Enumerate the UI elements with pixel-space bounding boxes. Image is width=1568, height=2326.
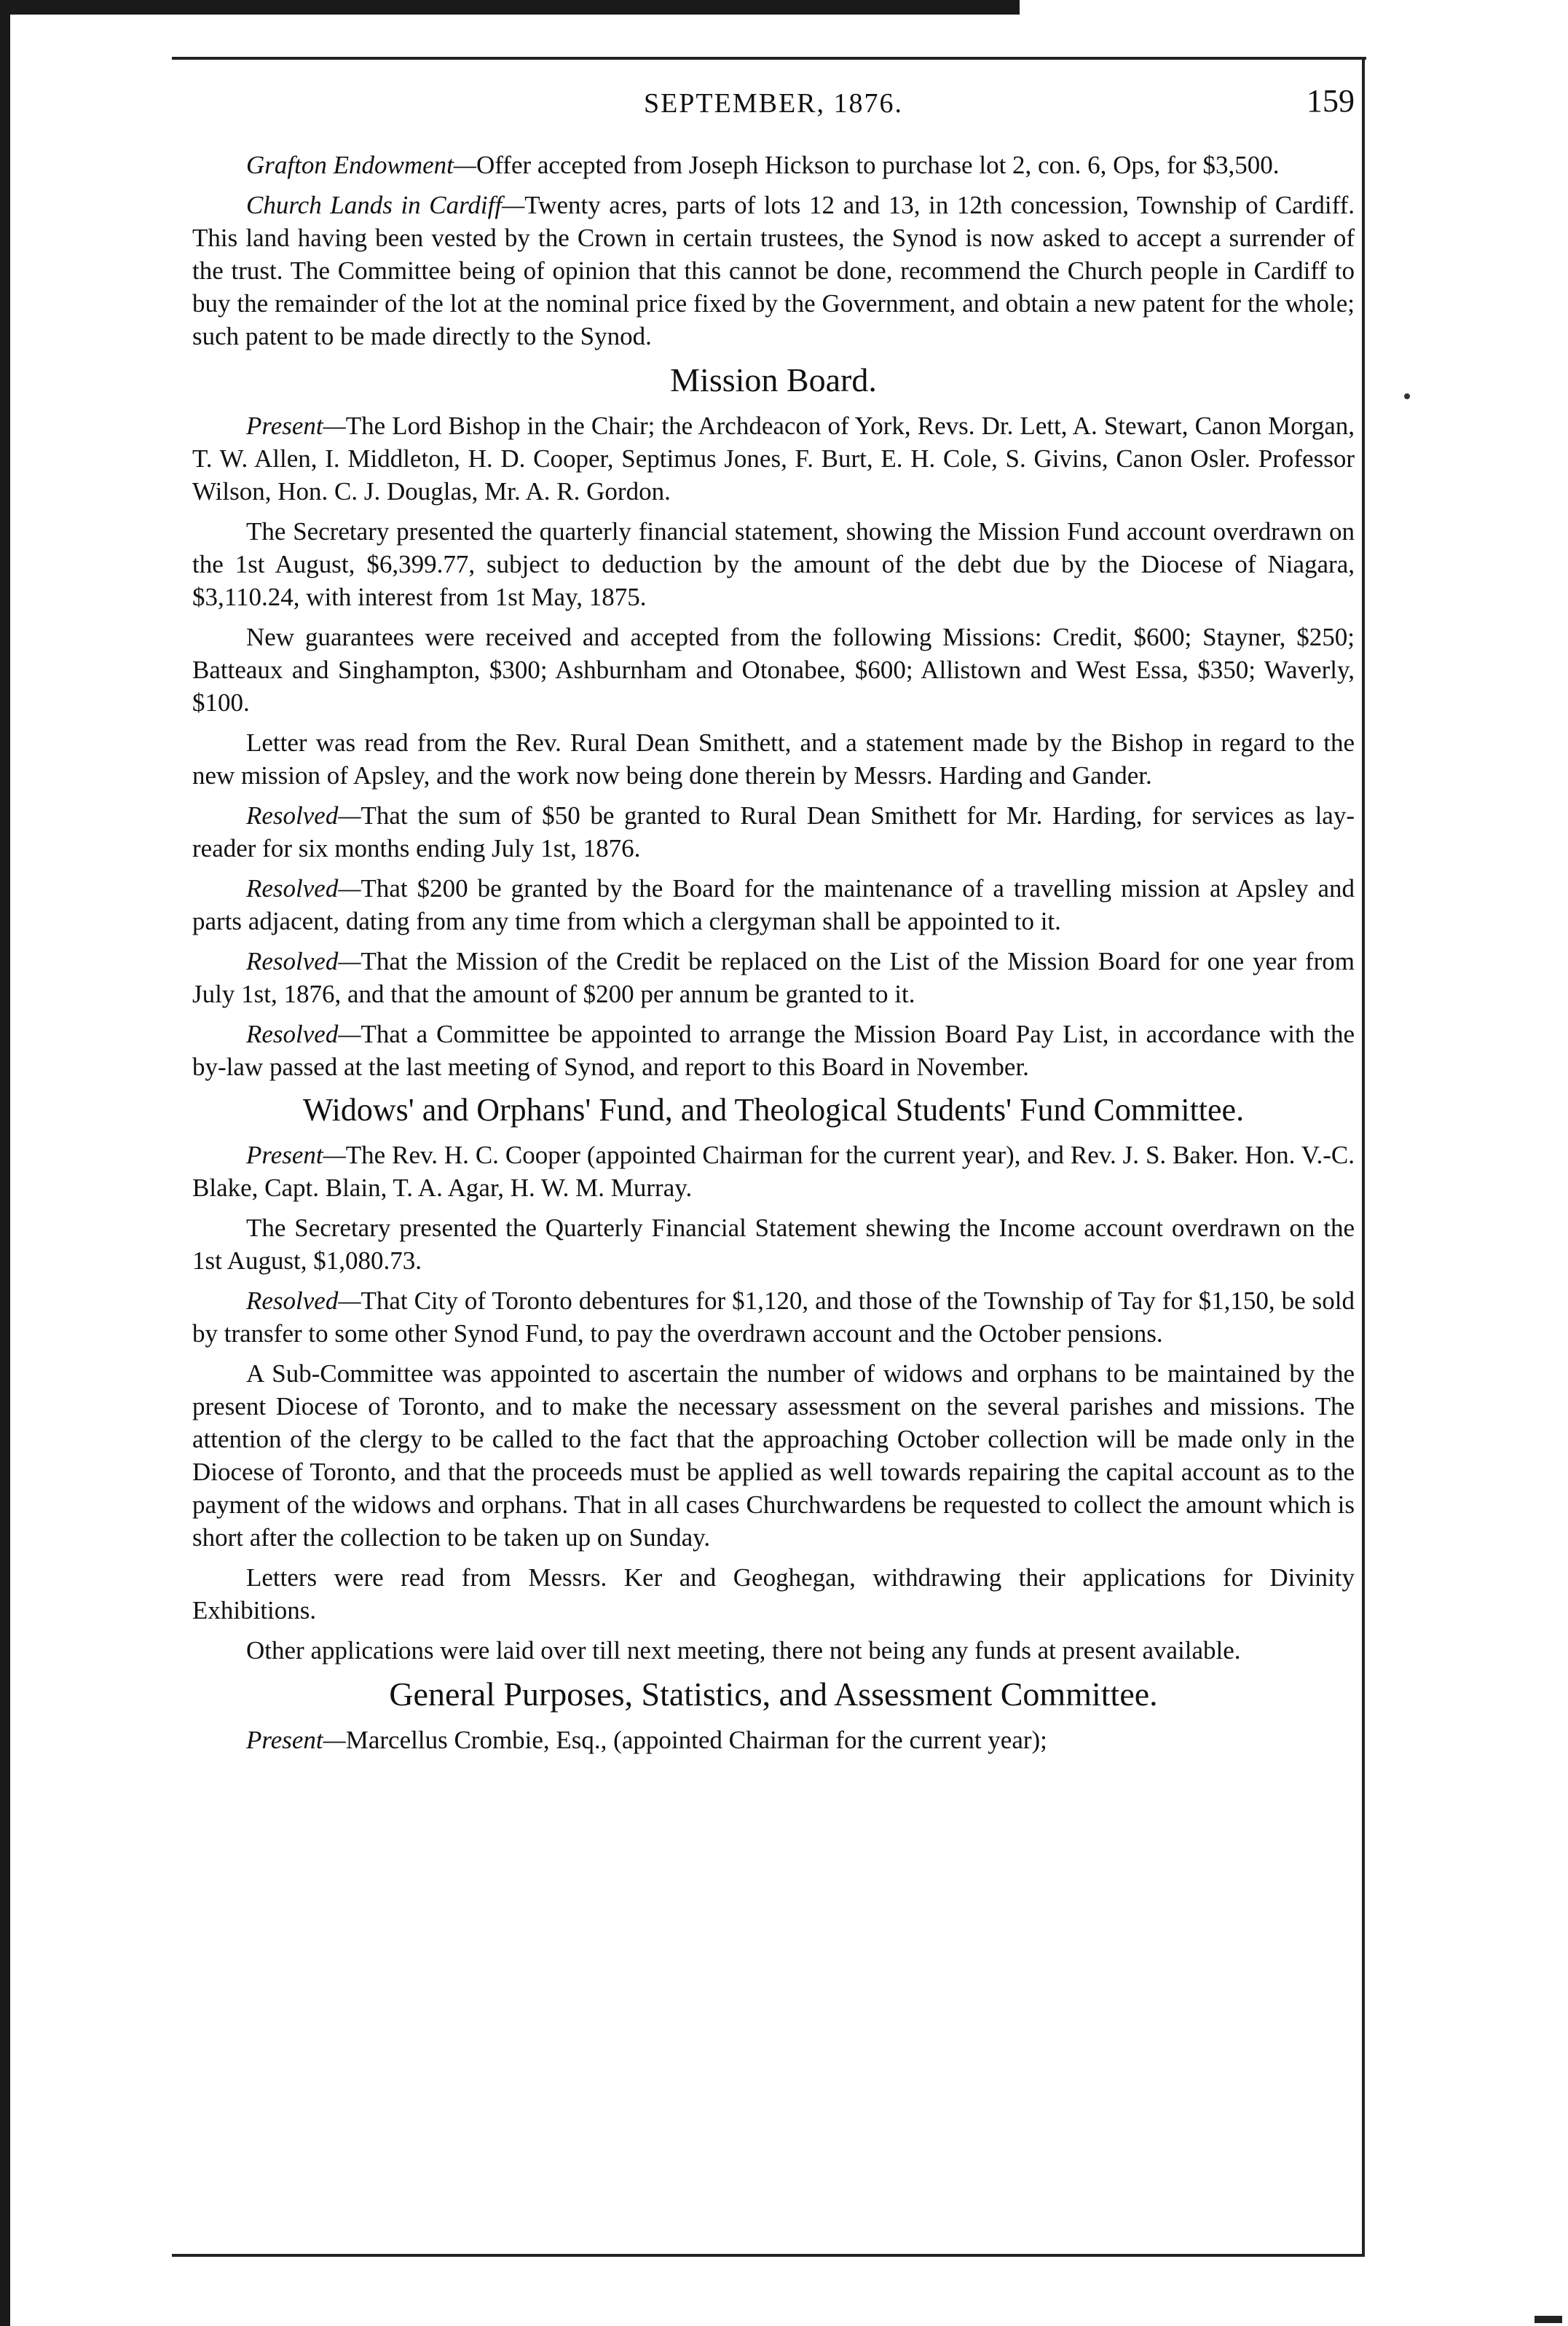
- paragraph: [192, 726, 1355, 792]
- paragraph-text: Marcellus Crombie, Esq., (appointed Chairman for the current year);: [345, 1726, 1047, 1754]
- paragraph: [192, 515, 1355, 613]
- document-page: [192, 83, 1355, 1764]
- paragraph-lead: Resolved—: [246, 1286, 361, 1315]
- paragraph-text: That a Committee be appointed to arrange the Mission Board Pay List, in accordance with the by-law passed at the last meeting of Synod, and report to this Board in November.: [192, 1020, 1355, 1081]
- scan-speck: [1404, 393, 1410, 399]
- paragraph-lead: Resolved—: [246, 874, 361, 903]
- section-mission-board: [192, 360, 1355, 1083]
- paragraph: [192, 621, 1355, 719]
- section-heading: Mission Board.: [670, 361, 877, 398]
- section-heading: Widows' and Orphans' Fund, and Theological Students' Fund Committee.: [302, 1092, 1245, 1128]
- paragraph-lead: Grafton Endowment—: [246, 151, 476, 179]
- section-property: [192, 149, 1355, 353]
- paragraph: [192, 1634, 1355, 1667]
- scan-edge-left: [0, 0, 10, 2326]
- paragraph: [192, 1211, 1355, 1277]
- paragraph-lead: Church Lands in Cardiff—: [246, 191, 525, 219]
- paragraph-text: That the sum of $50 be granted to Rural Dean Smithett for Mr. Harding, for services as lay-reader for six months ending July 1st, 1876.: [192, 801, 1355, 863]
- paragraph-text: That the Mission of the Credit be replaced on the List of the Mission Board for one year from July 1st, 1876, and that the amount of $200 per annum be granted to it.: [192, 947, 1355, 1008]
- paragraph-text: That $200 be granted by the Board for the maintenance of a travelling mission at Apsley and parts adjacent, dating from any time from which a clergyman shall be appointed to it.: [192, 874, 1355, 935]
- page-number: 159: [1307, 83, 1355, 119]
- paragraph-text: Other applications were laid over till next meeting, there not being any funds at present available.: [246, 1636, 1241, 1665]
- paragraph-text: Twenty acres, parts of lots 12 and 13, in 12th concession, Township of Cardiff. This land having been vested by the Crown in certain trustees, the Synod is now asked to accept a surrender of the trust. The Committee being of opinion that this cannot be done, recommend the Church people in Cardiff to buy the remainder of the lot at the nominal price fixed by the Government, and obtain a new patent for the whole; such patent to be made directly to the Synod.: [192, 191, 1355, 350]
- page-border-top: [172, 57, 1366, 60]
- paragraph-text: A Sub-Committee was appointed to ascertain the number of widows and orphans to be maintained by the present Diocese of Toronto, and to make the necessary assessment on the several parishes and missions. The attention of the clergy to be called to the fact that the approaching October collection will be made only in the Diocese of Toronto, and that the proceeds must be applied as well towards repairing the capital account as to the payment of the widows and orphans. That in all cases Churchwardens be requested to collect the amount which is short after the collection to be taken up on Sunday.: [192, 1359, 1355, 1552]
- section-widows-orphans-fund: [192, 1091, 1355, 1667]
- paragraph-text: The Rev. H. C. Cooper (appointed Chairman for the current year), and Rev. J. S. Baker. Hon. V.-C. Blake, Capt. Blain, T. A. Agar, H. W. M. Murray.: [192, 1141, 1355, 1202]
- paragraph: [192, 149, 1355, 181]
- paragraph-text: Letters were read from Messrs. Ker and Geoghegan, withdrawing their applications for Divinity Exhibitions.: [192, 1563, 1355, 1624]
- paragraph-text: The Secretary presented the quarterly financial statement, showing the Mission Fund account overdrawn on the 1st August, $6,399.77, subject to deduction by the amount of the debt due by the Diocese of Niagara, $3,110.24, with interest from 1st May, 1875.: [192, 517, 1355, 611]
- paragraph-lead: Resolved—: [246, 1020, 361, 1048]
- paragraph: [192, 799, 1355, 865]
- paragraph-lead: Resolved—: [246, 947, 361, 975]
- paragraph: [192, 1561, 1355, 1627]
- paragraph: [192, 872, 1355, 938]
- paragraph: [192, 1139, 1355, 1204]
- paragraph: [192, 409, 1355, 508]
- running-title: SEPTEMBER, 1876.: [643, 88, 904, 119]
- paragraph-lead: Resolved—: [246, 801, 361, 830]
- paragraph: [192, 945, 1355, 1010]
- paragraph: [192, 1018, 1355, 1083]
- paragraph-text: New guarantees were received and accepted from the following Missions: Credit, $600; Stayner, $250; Batteaux and Singhampton, $300; Ashburnham and Otonabee, $600; Allistown and West Essa, $350; Waverly, $100.: [192, 623, 1355, 717]
- section-general-purposes: [192, 1674, 1355, 1756]
- paragraph-text: That City of Toronto debentures for $1,120, and those of the Township of Tay for $1,150, be sold by transfer to some other Synod Fund, to pay the overdrawn account and the October pensions.: [192, 1286, 1355, 1348]
- paragraph-lead: Present—: [246, 1726, 346, 1754]
- scan-corner-mark: [1534, 2316, 1562, 2323]
- page-border-bottom: [172, 2254, 1365, 2257]
- scan-edge-top: [0, 0, 1020, 15]
- running-head: [192, 83, 1355, 149]
- paragraph-text: The Secretary presented the Quarterly Financial Statement shewing the Income account overdrawn on the 1st August, $1,080.73.: [192, 1214, 1355, 1275]
- paragraph-text: Letter was read from the Rev. Rural Dean Smithett, and a statement made by the Bishop in regard to the new mission of Apsley, and the work now being done therein by Messrs. Harding and Gander.: [192, 728, 1355, 790]
- paragraph: [192, 1284, 1355, 1350]
- section-heading: General Purposes, Statistics, and Assessment Committee.: [389, 1675, 1158, 1713]
- paragraph: [192, 1724, 1355, 1756]
- paragraph-lead: Present—: [246, 1141, 346, 1169]
- page-border-right: [1362, 57, 1365, 2257]
- paragraph-text: The Lord Bishop in the Chair; the Archdeacon of York, Revs. Dr. Lett, A. Stewart, Canon Morgan, T. W. Allen, I. Middleton, H. D. Cooper, Septimus Jones, F. Burt, E. H. Cole, S. Givins, Canon Osler. Professor Wilson, Hon. C. J. Douglas, Mr. A. R. Gordon.: [192, 412, 1355, 506]
- paragraph: [192, 1357, 1355, 1554]
- paragraph-lead: Present—: [246, 412, 346, 440]
- paragraph: [192, 189, 1355, 353]
- paragraph-text: Offer accepted from Joseph Hickson to purchase lot 2, con. 6, Ops, for $3,500.: [476, 151, 1280, 179]
